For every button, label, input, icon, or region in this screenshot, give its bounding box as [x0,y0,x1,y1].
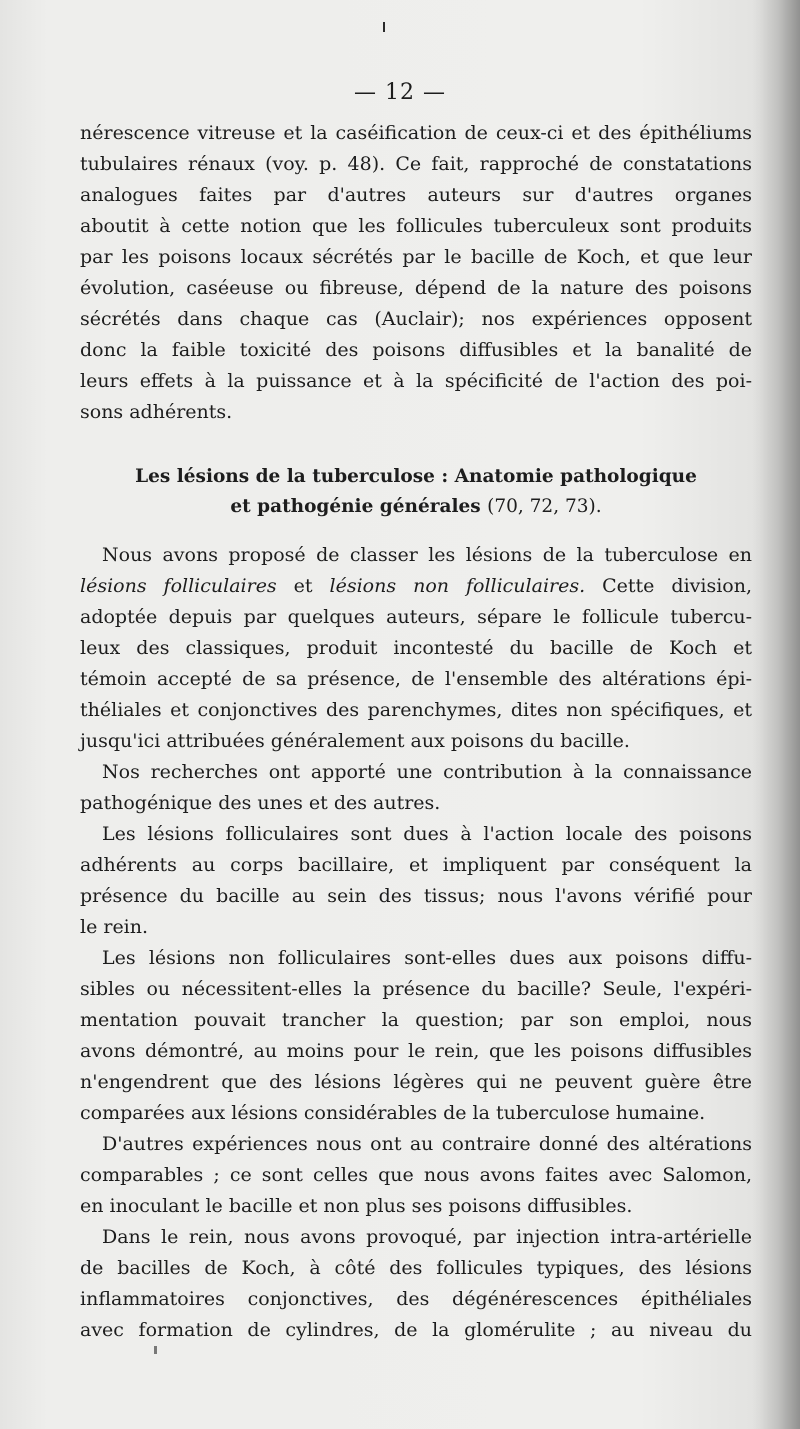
text-line: leurs effets à la puissance et à la spécificité de l'action des poi- [80,370,752,392]
text-line: jusqu'ici attribuées généralement aux poisons du bacille. [80,730,630,752]
text-line: Les lésions non folliculaires sont-elles dues aux poisons diffu- [102,947,752,969]
text-line: avec formation de cylindres, de la glomérulite ; au niveau du [80,1319,752,1341]
text-line: analogues faites par d'autres auteurs sur d'autres organes [80,184,752,206]
text-line: comparées aux lésions considérables de la tuberculose humaine. [80,1102,706,1124]
text-fragment: et [276,575,330,597]
text-line: sibles ou nécessitent-elles la présence du bacille? Seule, l'expéri- [80,978,752,1000]
text-line: sécrétés dans chaque cas (Auclair); nos expériences opposent [80,308,752,330]
text-line: adhérents au corps bacillaire, et impliquent par conséquent la [80,854,752,876]
text-line: aboutit à cette notion que les follicules tuberculeux sont produits [80,215,752,237]
text-line: Dans le rein, nous avons provoqué, par injection intra-artérielle [102,1226,752,1248]
text-line: théliales et conjonctives des parenchymes, dites non spécifiques, et [80,699,752,721]
text-line: inflammatoires conjonctives, des dégénérescences épithéliales [80,1288,752,1310]
page-number: — 12 — [354,80,446,105]
text-line: de bacilles de Koch, à côté des follicules typiques, des lésions [80,1257,752,1279]
text-line: adoptée depuis par quelques auteurs, sépare le follicule tubercu- [80,606,752,628]
text-line: présence du bacille au sein des tissus; nous l'avons vérifié pour [80,885,752,907]
section-heading-title: et pathogénie générales [230,496,481,517]
text-line-mixed [80,571,752,602]
text-fragment: Cette division, [585,575,752,597]
section-heading-line2 [80,492,752,522]
body-text [80,540,752,1346]
text-line: avons démontré, au moins pour le rein, que les poisons diffusibles [80,1040,752,1062]
text-line: tubulaires rénaux (voy. p. 48). Ce fait, rapproché de constatations [80,153,752,175]
intro-paragraph [80,118,752,428]
text-line: Les lésions folliculaires sont dues à l'action locale des poisons [102,823,752,845]
text-line: Nos recherches ont apporté une contribution à la connaissance [102,761,752,783]
text-line: en inoculant le bacille et non plus ses poisons diffusibles. [80,1195,633,1217]
section-heading-refs: (70, 72, 73). [487,496,602,517]
scan-speck-bottom [154,1346,157,1354]
section-heading-line1: Les lésions de la tuberculose : Anatomie pathologique [135,466,697,487]
text-line: mentation pouvait trancher la question; par son emploi, nous [80,1009,752,1031]
text-line: D'autres expériences nous ont au contraire donné des altérations [102,1133,752,1155]
text-line: pathogénique des unes et des autres. [80,792,441,814]
section-heading [80,462,752,522]
text-line: sons adhérents. [80,401,233,423]
text-line: donc la faible toxicité des poisons diffusibles et la banalité de [80,339,752,361]
text-line: témoin accepté de sa présence, de l'ensemble des altérations épi- [80,668,752,690]
scan-speck-top [383,22,385,32]
italic-term: lésions non folliculaires. [329,575,586,597]
text-line: évolution, caséeuse ou fibreuse, dépend de la nature des poisons [80,277,752,299]
text-line: le rein. [80,916,149,938]
text-line: leux des classiques, produit incontesté du bacille de Koch et [80,637,752,659]
text-line: par les poisons locaux sécrétés par le bacille de Koch, et que leur [80,246,752,268]
italic-term: lésions folliculaires [80,575,277,597]
text-line: nérescence vitreuse et la caséification de ceux-ci et des épithéliums [80,122,752,144]
text-line: Nous avons proposé de classer les lésions de la tuberculose en [102,544,752,566]
text-line: comparables ; ce sont celles que nous avons faites avec Salomon, [80,1164,752,1186]
text-line: n'engendrent que des lésions légères qui ne peuvent guère être [80,1071,752,1093]
page-edge-shadow [752,0,800,1429]
